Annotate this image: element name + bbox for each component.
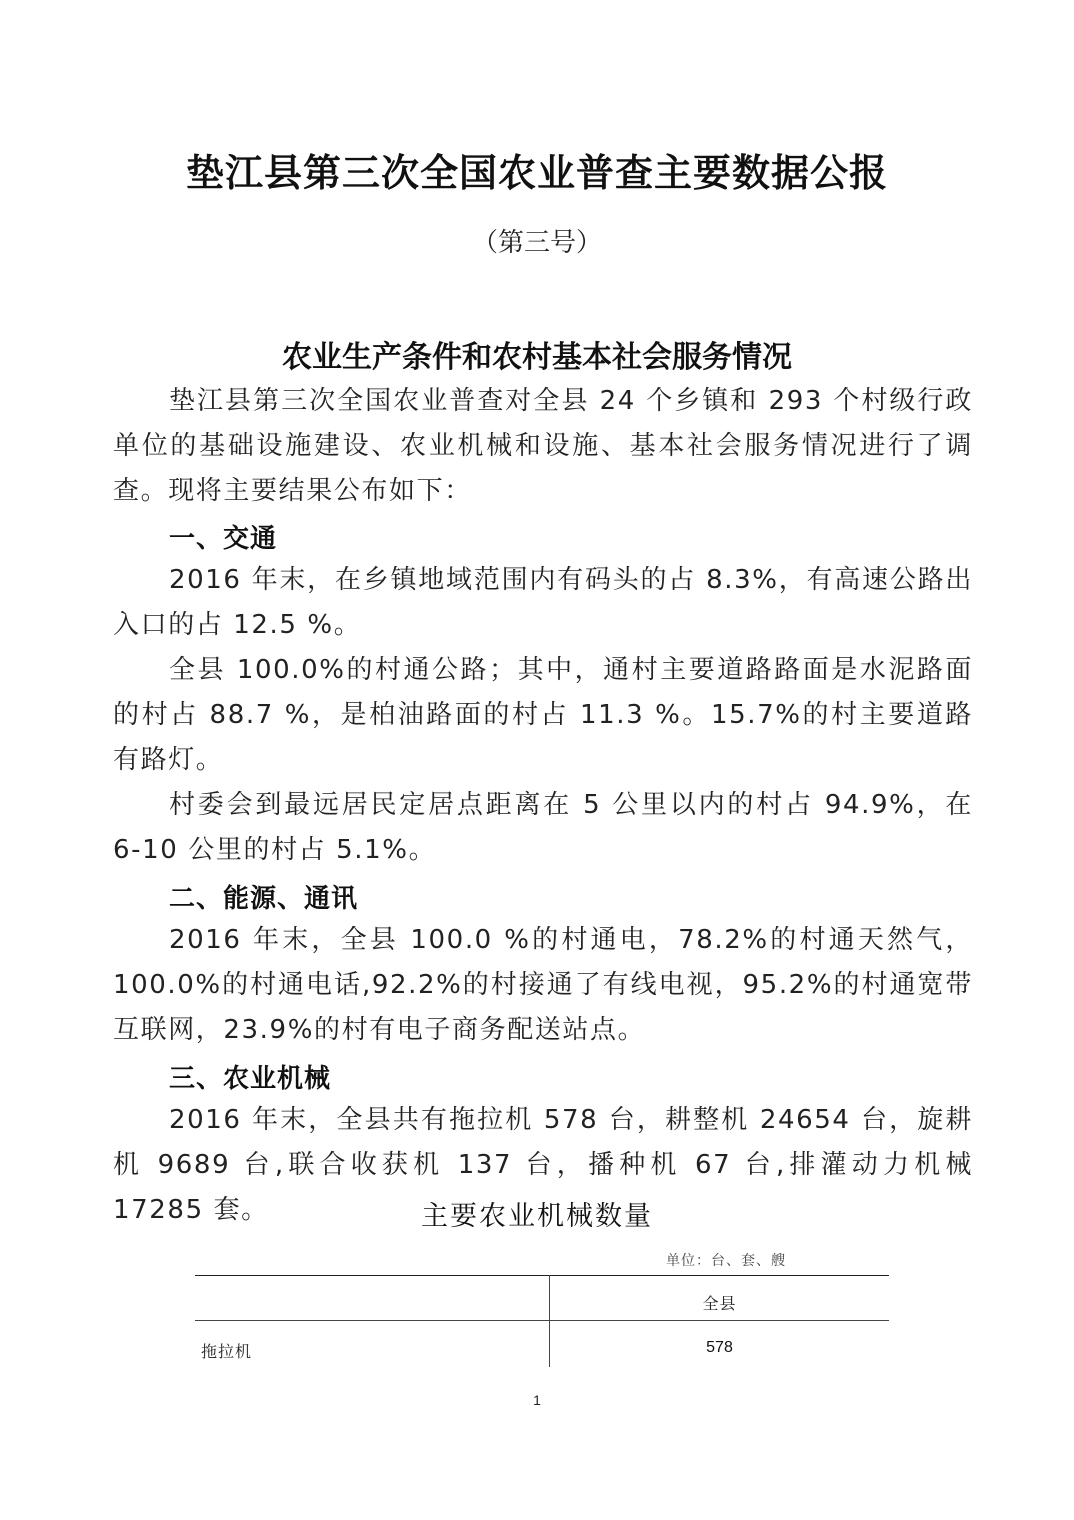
heading-transport: 一、交通 [169,524,278,554]
machinery-table [195,1275,889,1367]
section-title: 农业生产条件和农村基本社会服务情况 [282,340,792,375]
intro-paragraph: 垫江县第三次全国农业普查对全县 24 个乡镇和 293 个村级行政单位的基础设施建设、农业机械和设施、基本社会服务情况进行了调查。现将主要结果公布如下： [113,386,973,506]
transport-paragraph-1: 2016 年末，在乡镇地域范围内有码头的占 8.3%，有高速公路出入口的占 12.5 %。 [113,565,973,640]
table-row-value: 578 [706,1339,733,1356]
table-column-header: 全县 [702,1294,737,1313]
heading-energy-communication: 二、能源、通讯 [169,884,359,914]
table-unit: 单位：台、套、艘 [666,1253,786,1269]
page-number: 1 [533,1392,541,1408]
document-title: 垫江县第三次全国农业普查主要数据公报 [185,150,888,195]
table-title: 主要农业机械数量 [421,1201,653,1232]
energy-paragraph-1: 2016 年末，全县 100.0 %的村通电，78.2%的村通天然气，100.0%的村通电话,92.2%的村接通了有线电视，95.2%的村通宽带互联网，23.9%的村有电子商务配送站点。 [113,925,973,1045]
heading-agricultural-machinery: 三、农业机械 [169,1064,332,1094]
document-subtitle: （第三号） [471,228,602,258]
machinery-paragraph-1: 2016 年末，全县共有拖拉机 578 台，耕整机 24654 台，旋耕机 9689 台,联合收获机 137 台，播种机 67 台,排灌动力机械 17285 套。 [113,1105,973,1225]
transport-paragraph-3: 村委会到最远居民定居点距离在 5 公里以内的村占 94.9%，在 6-10 公里的村占 5.1%。 [113,790,973,865]
table-row-label: 拖拉机 [201,1342,253,1361]
table-top-rule [195,1275,889,1276]
table-header-rule [195,1320,889,1321]
transport-paragraph-2: 全县 100.0%的村通公路；其中，通村主要道路路面是水泥路面的村占 88.7 %，是柏油路面的村占 11.3 %。15.7%的村主要道路有路灯。 [113,655,973,775]
